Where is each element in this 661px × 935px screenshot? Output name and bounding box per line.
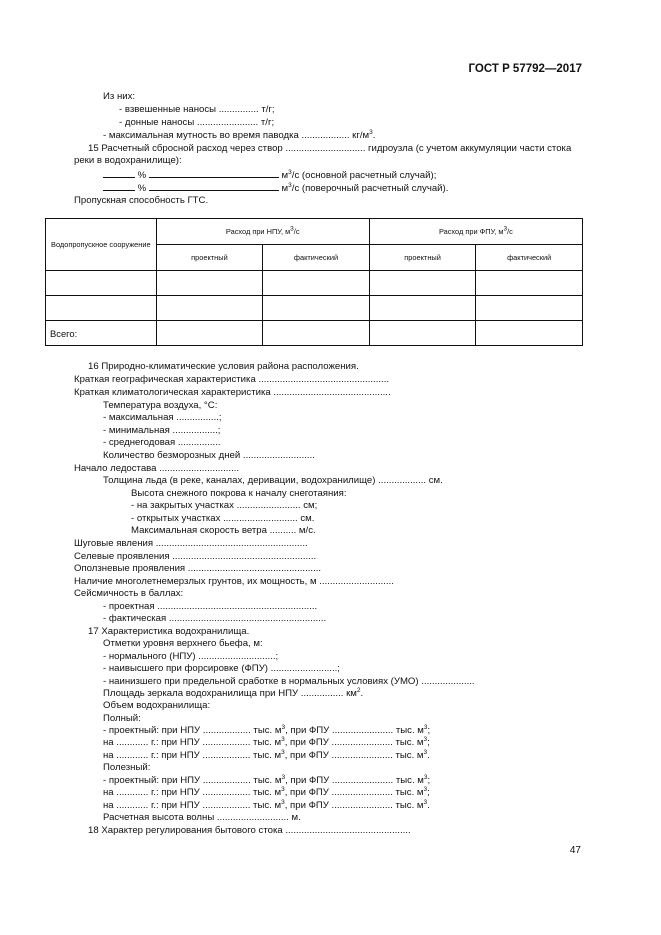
full-volume-label: Полный: <box>103 713 141 724</box>
sub-header-design-npu: проектный <box>156 245 263 271</box>
headwater-levels: Отметки уровня верхнего бьефа, м: <box>103 638 263 649</box>
level-npu: - нормального (НПУ) .............................; <box>103 651 279 662</box>
level-fpu: - наивысшего при форсировке (ФПУ) .........................; <box>103 663 340 674</box>
page-number: 47 <box>569 845 581 856</box>
temp-max: - максимальная ................; <box>103 412 222 423</box>
sub-header-design-fpu: проектный <box>369 245 476 271</box>
section-16-heading: 16 Природно-климатические условия района расположения. <box>88 361 359 372</box>
max-wind-speed: Максимальная скорость ветра .......... м/с. <box>131 525 316 536</box>
sub-header-actual-npu: фактический <box>263 245 370 271</box>
flow-blank <box>149 181 279 191</box>
air-temperature: Температура воздуха, °С: <box>103 400 218 411</box>
full-volume-design: - проектный: при НПУ .................. тыс. $м^3$, при ФПУ ....................... тыс. $м^3$; <box>103 723 431 736</box>
snow-open-areas: - открытых участках ............................ см. <box>131 513 315 524</box>
flow-blank <box>149 168 279 178</box>
section-15-heading-cont: реки в водохранилище): <box>74 155 182 166</box>
geo-characteristics: Краткая географическая характеристика ................................................. <box>74 374 390 385</box>
document-id: ГОСТ Р 57792—2017 <box>468 63 582 75</box>
sediment-intro: Из них: <box>103 91 136 102</box>
col-npu-header: Расход при НПУ, $м^3/с$ <box>156 219 369 245</box>
useful-volume-year-2: на ............ г.: при НПУ .................. тыс. $м^3$, при ФПУ ....................... тыс. $м^3$. <box>103 798 430 811</box>
ice-thickness: Толщина льда (в реке, каналах, деривации, водохранилище) .................. см. <box>103 475 443 486</box>
capacity-heading: Пропускная способность ГТС. <box>74 195 209 206</box>
table-row <box>46 296 583 321</box>
percent-blank <box>103 168 135 178</box>
seismicity-actual: - фактическая ........................................................... <box>103 613 327 624</box>
useful-volume-year-1: на ............ г.: при НПУ .................. тыс. $м^3$, при ФПУ ....................... тыс. $м^3$; <box>103 785 430 798</box>
total-label: Всего: <box>46 321 157 346</box>
reservoir-area: Площадь зеркала водохранилища при НПУ ................ $км^2$. <box>103 686 364 699</box>
full-volume-year-2: на ............ г.: при НПУ .................. тыс. $м^3$, при ФПУ ....................... тыс. $м^3$. <box>103 748 430 761</box>
slush-ice: Шуговые явления ......................................................... <box>74 538 308 549</box>
useful-volume-label: Полезный: <box>103 762 151 773</box>
sub-header-actual-fpu: фактический <box>476 245 583 271</box>
design-wave-height: Расчетная высота волны ........................... м. <box>103 812 301 823</box>
suspended-sediment-line: - взвешенные наносы ............... т/г; <box>119 104 275 115</box>
table-row <box>46 271 583 296</box>
seismicity: Сейсмичность в баллах: <box>74 588 184 599</box>
snow-closed-areas: - на закрытых участках ........................ см; <box>131 500 318 511</box>
full-volume-year-1: на ............ г.: при НПУ .................. тыс. $м^3$, при ФПУ ....................... тыс. $м^3$; <box>103 735 430 748</box>
col-fpu-header: Расход при ФПУ, $м^3/с$ <box>369 219 582 245</box>
snow-cover-height: Высота снежного покрова к началу снеготаяния: <box>131 488 347 499</box>
climate-characteristics: Краткая климатологическая характеристика ............................................ <box>74 387 391 398</box>
landslides: Оползневые проявления .................................................. <box>74 563 322 574</box>
section-17-heading: 17 Характеристика водохранилища. <box>88 626 250 637</box>
freeze-up-start: Начало ледостава .............................. <box>74 463 240 474</box>
temp-min: - минимальная .................; <box>103 425 221 436</box>
section-15-heading: 15 Расчетный сбросной расход через створ .............................. гидроузла (с учетом аккумуляции части стока <box>88 143 572 154</box>
design-flow-main: % $м^3/с$ (основной расчетный случай); <box>103 168 436 182</box>
level-umo: - наинизшего при предельной сработке в нормальных условиях (УМО) .................... <box>103 676 475 687</box>
max-turbidity-line: - максимальная мутность во время паводка .................. $кг/м^3$. <box>103 128 376 141</box>
col-structure-header: Водопропускное сооружение <box>46 219 157 271</box>
frost-free-days: Количество безморозных дней ........................... <box>103 450 315 461</box>
design-flow-check: % $м^3/с$ (поверочный расчетный случай). <box>103 181 448 195</box>
permafrost: Наличие многолетнемерзлых грунтов, их мощность, м ............................ <box>74 576 394 587</box>
table-total-row <box>46 321 583 346</box>
section-18-heading: 18 Характер регулирования бытового стока ............................................... <box>88 825 411 836</box>
discharge-capacity-table <box>45 218 583 346</box>
bed-sediment-line: - донные наносы ....................... т/г; <box>119 117 275 128</box>
mudflows: Селевые проявления ...................................................... <box>74 551 317 562</box>
temp-avg: - среднегодовая ................ <box>103 437 221 448</box>
useful-volume-design: - проектный: при НПУ .................. тыс. $м^3$, при ФПУ ....................... тыс. $м^3$; <box>103 773 431 786</box>
reservoir-volume: Объем водохранилища: <box>103 700 211 711</box>
percent-blank <box>103 181 135 191</box>
seismicity-design: - проектная ............................................................ <box>103 601 318 612</box>
